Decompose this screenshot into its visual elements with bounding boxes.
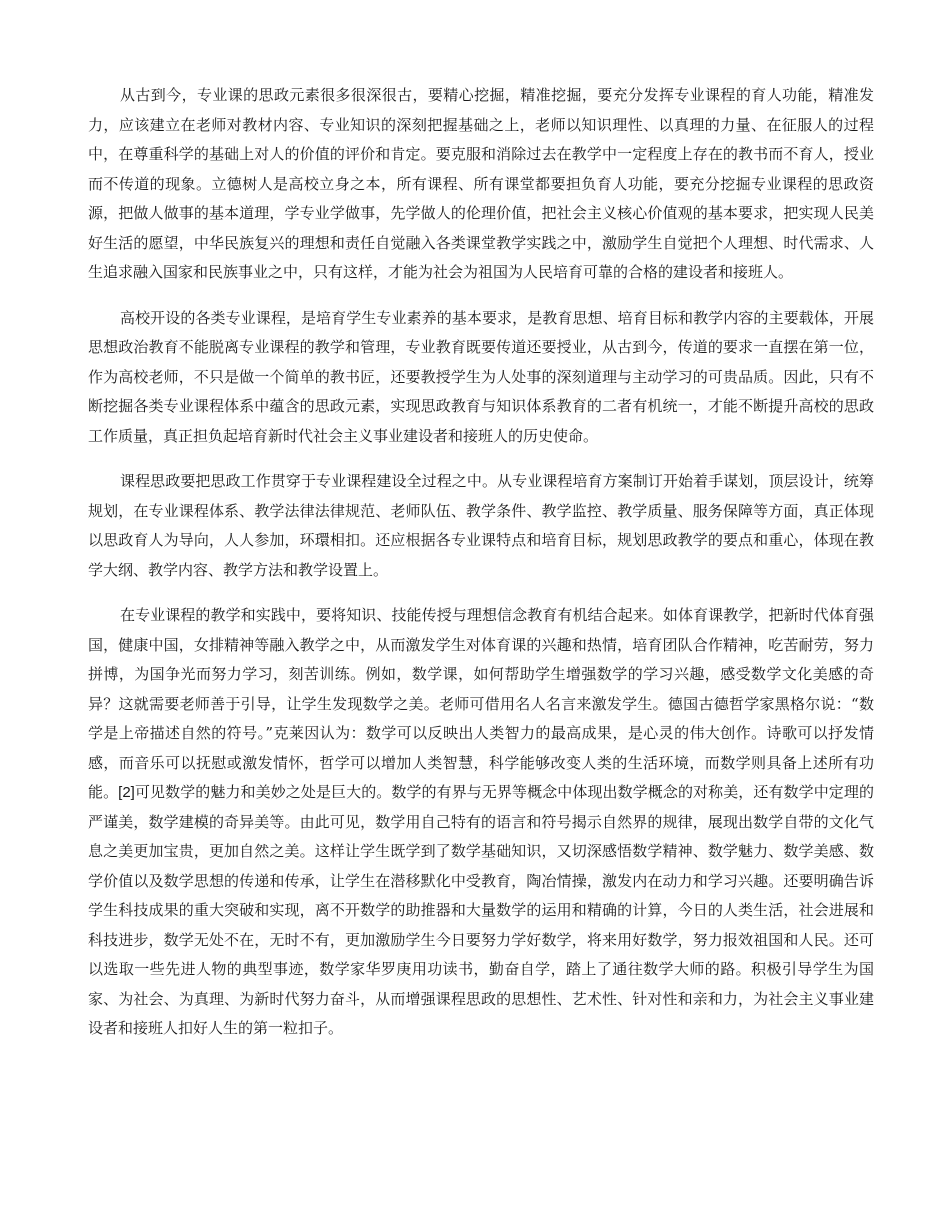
- paragraph-4: [88, 601, 874, 1044]
- document-body: [88, 81, 874, 1044]
- paragraph-1: 从古到今，专业课的思政元素很多很深很古，要精心挖掘，精准挖掘，要充分发挥专业课程的育人功能，精准发力，应该建立在老师对教材内容、专业知识的深刻把握基础之上，老师以知识理性、以真理的力量、在征服人的过程中，在尊重科学的基础上对人的价值的评价和肯定。要克服和消除过去在教学中一定程度上存在的教书而不育人，授业而不传道的现象。立德树人是高校立身之本，所有课程、所有课堂都要担负育人功能，要充分挖掘专业课程的思政资源，把做人做事的基本道理，学专业学做事，先学做人的伦理价值，把社会主义核心价值观的基本要求，把实现人民美好生活的愿望，中华民族复兴的理想和责任自觉融入各类课堂教学实践之中，激励学生自觉把个人理想、时代需求、人生追求融入国家和民族事业之中，只有这样，才能为社会为祖国为人民培育可靠的合格的建设者和接班人。: [88, 86, 874, 281]
- paragraph-4-text-after-citation: 可见数学的魅力和美妙之处是巨大的。数学的有界与无界等概念中体现出数学概念的对称美，还有数学中定理的严谨美，数学建模的奇异美等。由此可见，数学用自己特有的语言和符号揭示自然界的规律，展现出数学自带的文化气息之美更加宝贵，更加自然之美。这样让学生既学到了数学基础知识，又切深感悟数学精神、数学魅力、数学美感、数学价值以及数学思想的传递和传承，让学生在潜移默化中受教育，陶冶情操，激发内在动力和学习兴趣。还要明确告诉学生科技成果的重大突破和实现，离不开数学的助推器和大量数学的运用和精确的计算，今日的人类生活，社会进展和科技进步，数学无处不在，无时不有，更加激励学生今日要努力学好数学，将来用好数学，努力报效祖国和人民。还可以选取一些先进人物的典型事迹，数学家华罗庚用功读书，勤奋自学，踏上了通往数学大师的路。积极引导学生为国家、为社会、为真理、为新时代努力奋斗，从而增强课程思政的思想性、艺术性、针对性和亲和力，为社会主义事业建设者和接班人扣好人生的第一粒扣子。: [88, 783, 874, 1037]
- paragraph-2: 高校开设的各类专业课程，是培育学生专业素养的基本要求，是教育思想、培育目标和教学内容的主要载体，开展思想政治教育不能脱离专业课程的教学和管理，专业教育既要传道还要授业，从古到今，传道的要求一直摆在第一位，作为高校老师，不只是做一个简单的教书匠，还要教授学生为人处事的深刻道理与主动学习的可贵品质。因此，只有不断挖掘各类专业课程体系中蕴含的思政元素，实现思政教育与知识体系教育的二者有机统一，才能不断提升高校的思政工作质量，真正担负起培育新时代社会主义事业建设者和接班人的历史使命。: [88, 308, 874, 445]
- paragraph-4-text-before-citation: 在专业课程的教学和实践中，要将知识、技能传授与理想信念教育有机结合起来。如体育课教学，把新时代体育强国，健康中国，女排精神等融入教学之中，从而激发学生对体育课的兴趣和热情，培育团队合作精神，吃苦耐劳，努力拼博，为国争光而努力学习，刻苦训练。例如，数学课，如何帮助学生增强数学的学习兴趣，感受数学文化美感的奇异？这就需要老师善于引导，让学生发现数学之美。老师可借用名人名言来激发学生。德国古德哲学家黑格尔说：“数学是上帝描述自然的符号。”克莱因认为：数学可以反映出人类智力的最高成果，是心灵的伟大创作。诗歌可以抒发情感，而音乐可以抚慰或激发情怀，哲学可以增加人类智慧，科学能够改变人类的生活环境，而数学则具备上述所有功能。: [88, 606, 874, 801]
- paragraph-3: 课程思政要把思政工作贯穿于专业课程建设全过程之中。从专业课程培育方案制订开始着手谋划，顶层设计，统筹规划，在专业课程体系、教学法律法律规范、老师队伍、教学条件、教学监控、教学质量、服务保障等方面，真正体现以思政育人为导向，人人参加，环環相扣。还应根据各专业课特点和培育目标，规划思政教学的要点和重心，体现在教学大纲、教学内容、教学方法和教学设置上。: [88, 472, 874, 579]
- citation-marker: [2]: [118, 784, 135, 801]
